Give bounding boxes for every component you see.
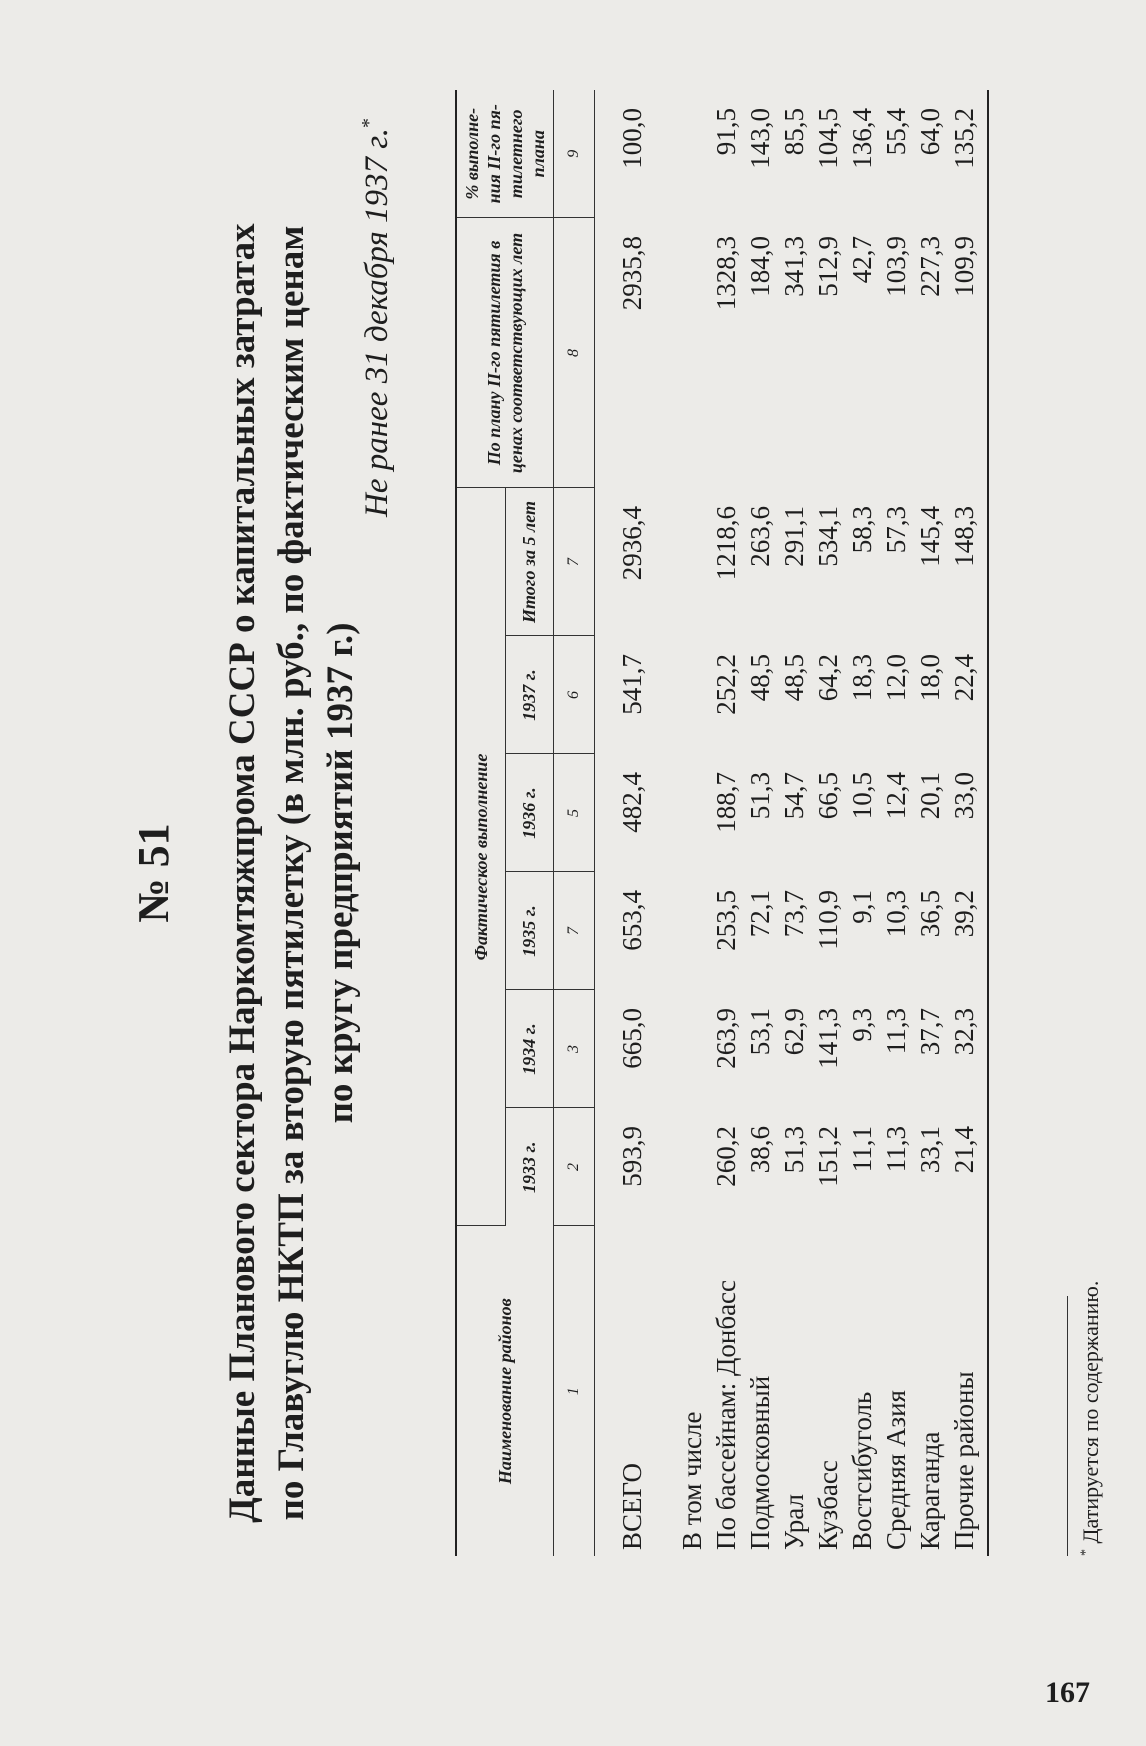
col-number: 1: [554, 1226, 595, 1556]
cell-1936: 51,3: [745, 772, 775, 820]
cell-1933: 151,2: [813, 1126, 843, 1187]
cell-plan: 1328,3: [711, 236, 741, 311]
date-footnote-mark: *: [358, 118, 380, 128]
cell-1934: 53,1: [745, 1008, 775, 1056]
row-name: Подмосковный: [745, 1375, 775, 1550]
cell-1937: 48,5: [745, 654, 775, 702]
cell-plan: 42,7: [847, 236, 877, 284]
cell-1936: 20,1: [915, 772, 945, 820]
cell-1937: 12,0: [881, 654, 911, 702]
cell-1935: 10,3: [881, 890, 911, 938]
col-number: 9: [554, 90, 595, 218]
cell-1934: 665,0: [617, 1008, 647, 1069]
cell-1933: 593,9: [617, 1126, 647, 1187]
table-row: [845, 90, 879, 1556]
cell-total5: 291,1: [779, 506, 809, 567]
cell-1936: 66,5: [813, 772, 843, 820]
cell-1933: 33,1: [915, 1126, 945, 1174]
cell-1935: 653,4: [617, 890, 647, 951]
cell-total5: 148,3: [947, 488, 988, 636]
cell-1935: 9,1: [847, 890, 877, 924]
row-name: Караганда: [915, 1431, 945, 1550]
cell-1933: 38,6: [745, 1126, 775, 1174]
row-name: По бассейнам: Донбасс: [711, 1279, 741, 1550]
cell-1936: 12,4: [881, 772, 911, 820]
cell-1933: 11,3: [881, 1126, 911, 1173]
empty-cell: [675, 90, 709, 1226]
cell-percent: 100,0: [617, 108, 647, 169]
col-number: 7: [554, 488, 595, 636]
cell-percent: 55,4: [881, 108, 911, 156]
cell-1936: 33,0: [947, 754, 988, 872]
document-number: № 51: [129, 823, 178, 923]
header-year-1933: 1933 г.: [505, 1108, 553, 1226]
cell-percent: 85,5: [779, 108, 809, 156]
cell-1934: 32,3: [947, 990, 988, 1108]
cell-percent: 143,0: [745, 108, 775, 169]
cell-total5: 534,1: [813, 506, 843, 567]
header-percent: % выполне- ния II-го пя- тилетнего плана: [456, 90, 554, 218]
cell-1933: 51,3: [779, 1126, 809, 1174]
cell-plan: 341,3: [779, 236, 809, 297]
capital-expenditure-table: [455, 90, 989, 1556]
cell-1937: 22,4: [947, 636, 988, 754]
cell-1937: 48,5: [779, 654, 809, 702]
subheading: В том числе: [677, 1411, 707, 1550]
row-name: Урал: [779, 1494, 809, 1550]
cell-total5: 1218,6: [711, 506, 741, 581]
subheading-row: [675, 90, 709, 1556]
cell-percent: 64,0: [915, 108, 945, 156]
title-line-1: Данные Планового сектора Наркомтяжпрома СССР о капитальных затратах: [222, 223, 263, 1523]
title-line-2: по Главуглю НКТП за вторую пятилетку (в млн. руб., по фактическим ценам: [271, 225, 312, 1521]
row-name: Прочие районы: [947, 1226, 988, 1556]
cell-1935: 36,5: [915, 890, 945, 938]
cell-1933: 260,2: [711, 1126, 741, 1187]
table-row: [777, 90, 811, 1556]
cell-plan: 512,9: [813, 236, 843, 297]
header-actual-group: Фактическое выполнение: [456, 488, 505, 1226]
cell-1935: 73,7: [779, 890, 809, 938]
cell-1934: 263,9: [711, 1008, 741, 1069]
table-body: [595, 90, 989, 1556]
page-number: 167: [1045, 1676, 1090, 1709]
cell-1937: 541,7: [617, 654, 647, 715]
cell-1934: 11,3: [881, 1008, 911, 1055]
cell-percent: 104,5: [813, 108, 843, 169]
header-plan: По плану II-го пятилетия в ценах соответствующих лет: [456, 218, 554, 488]
cell-1937: 252,2: [711, 654, 741, 715]
cell-percent: 135,2: [947, 90, 988, 218]
col-number: 8: [554, 218, 595, 488]
cell-1937: 18,3: [847, 654, 877, 702]
footnote: [1078, 1281, 1104, 1556]
document-title: [218, 0, 365, 1746]
table-row: [913, 90, 947, 1556]
cell-total5: 145,4: [915, 506, 945, 567]
table-row: [947, 90, 988, 1556]
cell-1933: 11,1: [847, 1126, 877, 1173]
cell-1936: 54,7: [779, 772, 809, 820]
col-number: 3: [554, 990, 595, 1108]
table-row: [743, 90, 777, 1556]
cell-1933: 21,4: [947, 1108, 988, 1226]
cell-total5: 2936,4: [617, 506, 647, 581]
row-name: ВСЕГО: [617, 1463, 647, 1550]
cell-1937: 64,2: [813, 654, 843, 702]
col-number: 5: [554, 754, 595, 872]
cell-1936: 482,4: [617, 772, 647, 833]
cell-1937: 18,0: [915, 654, 945, 702]
col-number: 2: [554, 1108, 595, 1226]
cell-plan: 227,3: [915, 236, 945, 297]
cell-1936: 10,5: [847, 772, 877, 820]
footnote-rule: [1067, 1296, 1068, 1556]
cell-plan: 109,9: [947, 218, 988, 488]
cell-1936: 188,7: [711, 772, 741, 833]
header-year-1934: 1934 г.: [505, 990, 553, 1108]
table-row: [811, 90, 845, 1556]
cell-1935: 39,2: [947, 872, 988, 990]
spacer: [649, 90, 675, 1556]
column-number-row: [554, 90, 595, 1556]
cell-total5: 58,3: [847, 506, 877, 554]
total-row: [609, 90, 649, 1556]
document-date: [358, 118, 396, 517]
header-name: Наименование районов: [456, 1226, 554, 1556]
cell-total5: 57,3: [881, 506, 911, 554]
cell-percent: 136,4: [847, 108, 877, 169]
row-name: Кузбасс: [813, 1460, 843, 1550]
header-year-1936: 1936 г.: [505, 754, 553, 872]
date-text: Не ранее 31 декабря 1937 г.: [359, 128, 395, 517]
cell-1934: 141,3: [813, 1008, 843, 1069]
cell-1935: 253,5: [711, 890, 741, 951]
col-number: 6: [554, 636, 595, 754]
header-total-5: Итого за 5 лет: [505, 488, 553, 636]
cell-total5: 263,6: [745, 506, 775, 567]
spacer: [595, 90, 610, 1556]
cell-1934: 9,3: [847, 1008, 877, 1042]
cell-plan: 184,0: [745, 236, 775, 297]
table-row: [879, 90, 913, 1556]
cell-1934: 62,9: [779, 1008, 809, 1056]
footnote-mark: *: [1078, 1549, 1094, 1556]
header-year-1937: 1937 г.: [505, 636, 553, 754]
cell-percent: 91,5: [711, 108, 741, 156]
row-name: Средняя Азия: [881, 1390, 911, 1550]
cell-1935: 110,9: [813, 890, 843, 950]
col-number: 7: [554, 872, 595, 990]
table-row: [709, 90, 743, 1556]
title-line-3: по кругу предприятий 1937 г.): [320, 622, 361, 1124]
cell-1934: 37,7: [915, 1008, 945, 1056]
cell-plan: 2935,8: [617, 236, 647, 311]
footnote-text: Датируется по содержанию.: [1078, 1280, 1103, 1544]
cell-1935: 72,1: [745, 890, 775, 938]
row-name: Востсибуголь: [847, 1391, 877, 1550]
header-year-1935: 1935 г.: [505, 872, 553, 990]
cell-plan: 103,9: [881, 236, 911, 297]
